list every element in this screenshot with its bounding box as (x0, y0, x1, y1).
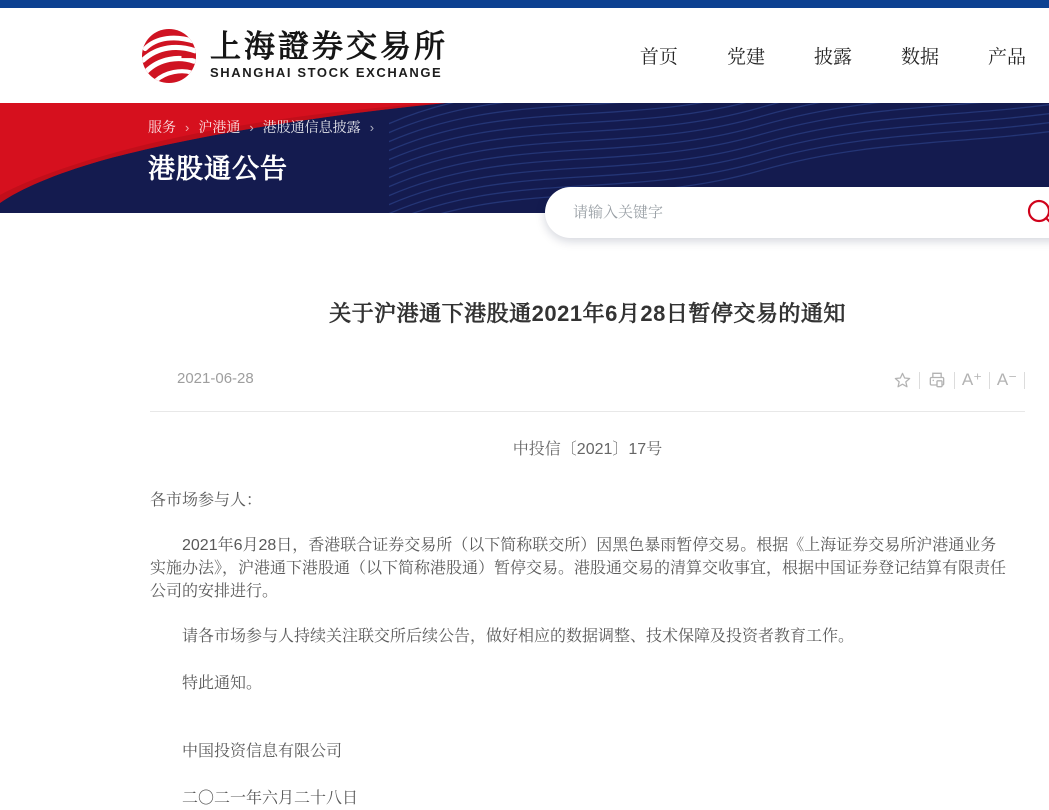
banner-content (148, 117, 374, 186)
signature-date: 二〇二一年六月二十八日 (150, 787, 1025, 810)
nav-item-disclosure[interactable]: 披露 (814, 42, 852, 69)
search-bar (545, 187, 1049, 238)
nav-item-home[interactable]: 首页 (640, 42, 678, 69)
article-date: 2021-06-28 (177, 370, 254, 387)
article-toolbar (885, 368, 1025, 392)
article-title: 关于沪港通下港股通2021年6月28日暂停交易的通知 (150, 297, 1025, 328)
page-title: 港股通公告 (148, 147, 374, 186)
breadcrumb-item-hkconnect[interactable]: 沪港通 (198, 117, 240, 137)
breadcrumb-item-info-disclosure[interactable]: 港股通信息披露 (263, 117, 361, 137)
chevron-right-icon: › (185, 120, 189, 135)
logo-chinese-name: 上海證券交易所 (210, 31, 448, 64)
chevron-right-icon: › (249, 120, 253, 135)
logo-text (210, 31, 448, 81)
document-number: 中投信〔2021〕17号 (150, 436, 1025, 459)
main-nav (640, 8, 1026, 103)
breadcrumb-item-services[interactable]: 服务 (148, 117, 176, 137)
salutation: 各市场参与人： (150, 489, 1025, 512)
search-icon[interactable] (1027, 199, 1049, 233)
paragraph: 请各市场参与人持续关注联交所后续公告，做好相应的数据调整、技术保障及投资者教育工作。 (150, 625, 1010, 648)
top-accent-bar (0, 0, 1049, 8)
article-meta-row (150, 364, 1025, 412)
font-decrease-icon[interactable]: A⁻ (990, 368, 1024, 392)
toolbar-divider (1024, 372, 1025, 389)
signature-company: 中国投资信息有限公司 (150, 740, 1025, 763)
nav-item-party[interactable]: 党建 (727, 42, 765, 69)
site-header (0, 8, 1049, 103)
sse-emblem-icon (142, 29, 196, 83)
favorite-star-icon[interactable] (885, 368, 919, 392)
article (150, 238, 1025, 810)
font-increase-icon[interactable]: A⁺ (955, 368, 989, 392)
nav-item-data[interactable]: 数据 (901, 42, 939, 69)
printer-icon[interactable] (920, 368, 954, 392)
breadcrumb (148, 117, 374, 137)
search-input[interactable] (573, 204, 1049, 221)
nav-item-products[interactable]: 产品 (988, 42, 1026, 69)
paragraph: 2021年6月28日，香港联合证券交易所（以下简称联交所）因黑色暴雨暂停交易。根据《上海证券交易所沪港通业务实施办法》，沪港通下港股通（以下简称港股通）暂停交易。港股通交易的清算交收事宜，根据中国证券登记结算有限责任公司的安排进行。 (150, 534, 1010, 603)
sse-logo[interactable] (142, 29, 448, 83)
chevron-right-icon: › (370, 120, 374, 135)
logo-english-name: SHANGHAI STOCK EXCHANGE (210, 65, 448, 80)
paragraph: 特此通知。 (150, 672, 1025, 695)
